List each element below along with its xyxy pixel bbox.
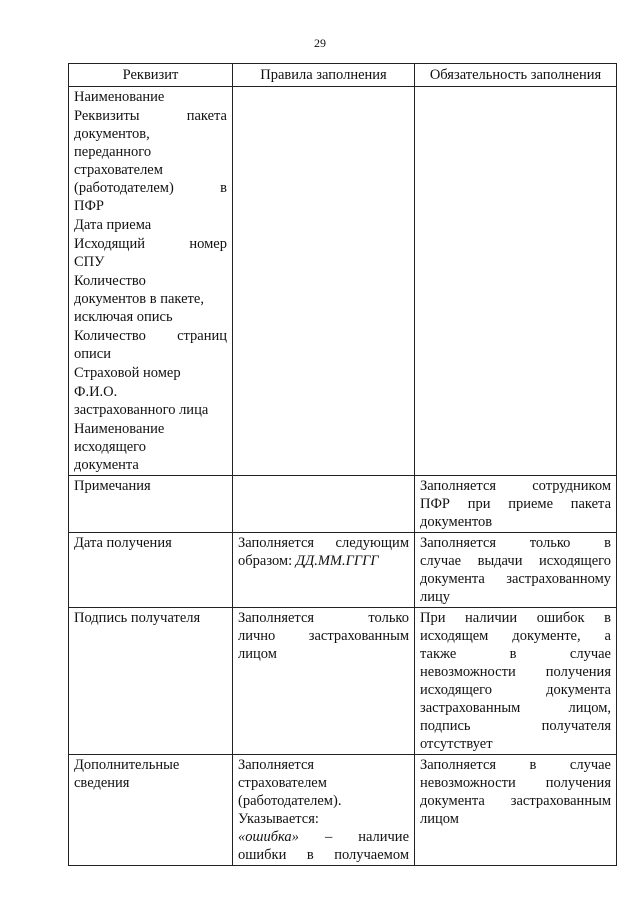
text-line: Заполняется в случае [420, 757, 611, 773]
requisite-item-line: документов, [74, 126, 150, 142]
requisite-item-line: Страховой номер [74, 365, 181, 381]
rule-line: Заполняется следующим [238, 535, 409, 551]
rule-line: (работодателем). [238, 793, 342, 809]
block-title: Наименование [74, 89, 165, 105]
error-keyword: «ошибка» [238, 829, 299, 845]
cell-obligation [415, 533, 617, 608]
requisite-item-line: страхователем [74, 162, 163, 178]
text-line: лицом [238, 646, 277, 662]
cell-requisite [69, 755, 233, 866]
cell-rule [233, 533, 415, 608]
text-line: документа застрахованным [420, 793, 611, 809]
page-number: 29 [314, 36, 326, 50]
cell-requisite-list [69, 87, 233, 476]
date-format: ДД.ММ.ГГГГ [295, 553, 379, 569]
text-line: Дополнительные [74, 757, 180, 773]
text-line: исходящем документе, а [420, 628, 611, 644]
requisite-item-line: Количество страниц [74, 328, 227, 344]
requisite-item-line: документа [74, 457, 139, 473]
text-line: лицу [420, 589, 451, 605]
requisite-item-line: Наименование [74, 421, 165, 437]
text-line: отсутствует [420, 736, 493, 752]
text-line: Заполняется только в [420, 535, 611, 551]
text-line: также в случае [420, 646, 611, 662]
cell-rule-empty [233, 87, 415, 476]
table-row [69, 755, 617, 866]
rule-line: образом: ДД.ММ.ГГГГ [238, 553, 379, 569]
cell-requisite: Подпись получателя [69, 608, 233, 755]
requisite-item-line: застрахованного лица [74, 402, 209, 418]
requisite-items [74, 107, 227, 474]
text-line: документов [420, 514, 493, 530]
text-line: Заполняется только [238, 610, 409, 626]
text-line: лицом [420, 811, 459, 827]
requisite-item-line: исключая опись [74, 309, 173, 325]
requisite-item-line: исходящего [74, 439, 147, 455]
text-line: исходящего документа [420, 682, 611, 698]
cell-obligation [415, 755, 617, 866]
text-line: подпись получателя [420, 718, 611, 734]
table-header-row [69, 64, 617, 87]
text-line: Заполняется сотрудником [420, 478, 611, 494]
requisite-item-line: документов в пакете, [74, 291, 204, 307]
rule-line: «ошибка» – наличие [238, 829, 410, 845]
table-row [69, 476, 617, 533]
cell-rule [233, 608, 415, 755]
requisite-item-line: Количество [74, 273, 146, 289]
text-line: При наличии ошибок в [420, 610, 611, 626]
requisite-item-line: Исходящий номер [74, 236, 227, 252]
text-line: застрахованным лицом, [420, 700, 611, 716]
text-line: сведения [74, 775, 130, 791]
cell-rule [233, 755, 415, 866]
table-row-package-requisites [69, 87, 617, 476]
cell-obligation-empty [415, 87, 617, 476]
requisite-item-line: переданного [74, 144, 152, 160]
requisite-item-line: (работодателем) в [74, 180, 227, 196]
rule-line: ошибки в получаемом [238, 847, 409, 863]
header-fill-rules: Правила заполнения [233, 64, 415, 87]
rule-line: страхователем [238, 775, 327, 791]
cell-requisite: Примечания [69, 476, 233, 533]
requisite-item-line: Дата приема [74, 217, 152, 233]
text-line: лично застрахованным [238, 628, 409, 644]
header-requisite: Реквизит [69, 64, 233, 87]
requisite-item-line: Ф.И.О. [74, 384, 118, 400]
text-line: документа застрахованному [420, 571, 611, 587]
requisites-table [68, 63, 617, 866]
rule-line: Заполняется [238, 757, 315, 773]
requisite-item-line: СПУ [74, 254, 105, 270]
text-line: невозможности получения [420, 775, 611, 791]
table-row [69, 533, 617, 608]
cell-rule [233, 476, 415, 533]
rule-line: Указывается: [238, 811, 319, 827]
table-row [69, 608, 617, 755]
cell-obligation [415, 476, 617, 533]
requisite-item-line: ПФР [74, 198, 104, 214]
text-line: случае выдачи исходящего [420, 553, 611, 569]
requisite-item-line: Реквизиты пакета [74, 108, 227, 124]
header-fill-obligation: Обязательность заполнения [415, 64, 617, 87]
cell-obligation [415, 608, 617, 755]
cell-requisite: Дата получения [69, 533, 233, 608]
requisite-item-line: описи [74, 346, 111, 362]
text-line: ПФР при приеме пакета [420, 496, 611, 512]
text-line: невозможности получения [420, 664, 611, 680]
